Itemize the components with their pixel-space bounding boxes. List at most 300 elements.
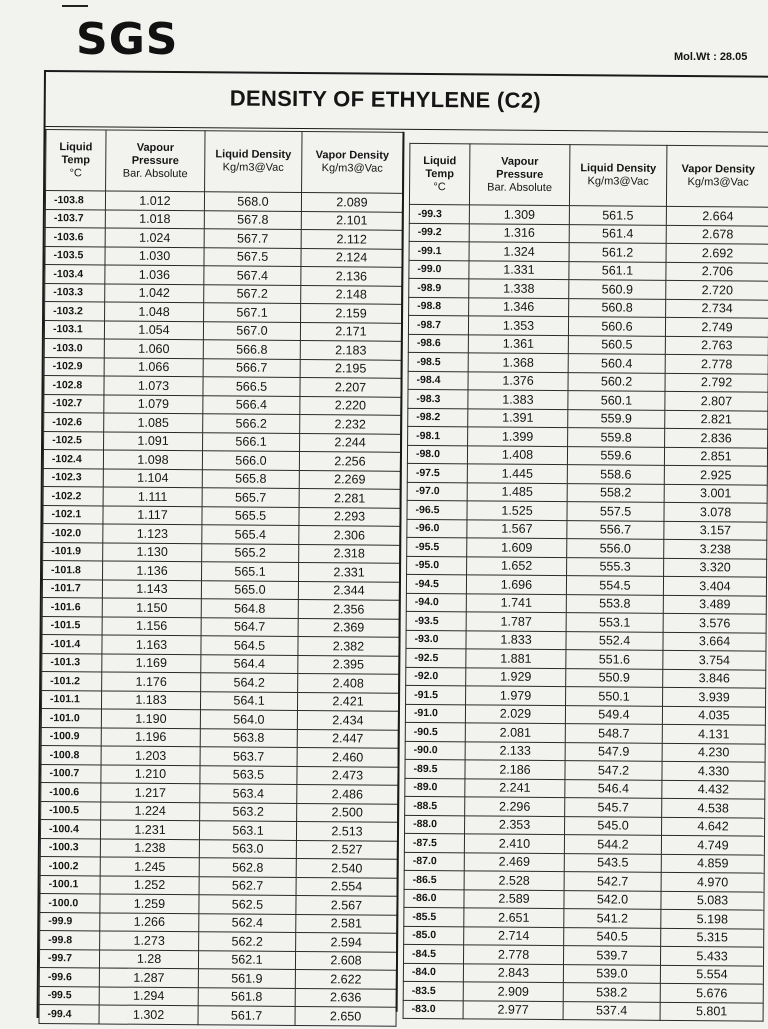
cell-vapor-density: 2.244 bbox=[300, 433, 401, 452]
cell-vapour-pressure: 1.287 bbox=[99, 968, 198, 987]
cell-liquid-temp: -96.0 bbox=[407, 519, 467, 538]
cell-liquid-temp: -103.7 bbox=[45, 209, 105, 228]
cell-liquid-temp: -101.1 bbox=[41, 690, 101, 709]
cell-vapor-density: 2.486 bbox=[297, 785, 398, 804]
cell-liquid-density: 551.6 bbox=[566, 650, 663, 669]
cell-liquid-temp: -102.2 bbox=[43, 487, 103, 506]
cell-vapour-pressure: 1.881 bbox=[466, 649, 566, 668]
header-liquid-density-line1: Liquid Density bbox=[580, 162, 657, 175]
cell-liquid-density: 565.8 bbox=[202, 469, 299, 488]
cell-vapour-pressure: 1.346 bbox=[469, 297, 569, 316]
cell-vapor-density: 5.676 bbox=[660, 983, 763, 1002]
cell-liquid-temp: -99.2 bbox=[409, 223, 469, 242]
cell-liquid-temp: -100.0 bbox=[40, 893, 100, 912]
cell-vapor-density: 4.642 bbox=[662, 817, 765, 836]
header-vapor-density-line1: Vapor Density bbox=[315, 149, 390, 162]
cell-liquid-temp: -89.5 bbox=[405, 759, 465, 778]
cell-liquid-temp: -102.1 bbox=[43, 505, 103, 524]
cell-liquid-density: 558.6 bbox=[567, 465, 664, 484]
density-sheet bbox=[37, 70, 768, 1024]
cell-liquid-density: 540.5 bbox=[564, 927, 661, 946]
cell-liquid-density: 560.2 bbox=[568, 372, 665, 391]
cell-liquid-temp: -87.0 bbox=[404, 852, 464, 871]
cell-vapor-density: 3.157 bbox=[664, 521, 767, 540]
cell-liquid-density: 555.3 bbox=[567, 557, 664, 576]
logo-underline bbox=[62, 5, 88, 7]
cell-vapour-pressure: 1.066 bbox=[104, 357, 203, 376]
cell-vapor-density: 2.636 bbox=[295, 988, 396, 1007]
cell-vapour-pressure: 1.111 bbox=[103, 487, 202, 506]
cell-vapour-pressure: 1.054 bbox=[104, 320, 203, 339]
cell-liquid-density: 560.6 bbox=[568, 317, 665, 336]
cell-vapor-density: 5.198 bbox=[661, 909, 764, 928]
cell-liquid-temp: -99.0 bbox=[409, 260, 469, 279]
cell-vapor-density: 2.408 bbox=[298, 674, 399, 693]
cell-vapor-density: 2.183 bbox=[300, 341, 401, 360]
cell-vapor-density: 2.925 bbox=[664, 465, 767, 484]
cell-liquid-temp: -96.5 bbox=[407, 500, 467, 519]
cell-liquid-density: 564.5 bbox=[201, 636, 298, 655]
cell-vapour-pressure: 1.117 bbox=[103, 505, 202, 524]
cell-liquid-density: 565.5 bbox=[202, 506, 299, 525]
cell-vapour-pressure: 2.651 bbox=[464, 908, 564, 927]
cell-vapor-density: 2.851 bbox=[664, 447, 767, 466]
cell-vapour-pressure: 1.048 bbox=[105, 302, 204, 321]
cell-liquid-density: 564.2 bbox=[201, 673, 298, 692]
cell-liquid-density: 553.8 bbox=[566, 594, 663, 613]
cell-vapour-pressure: 1.259 bbox=[100, 894, 199, 913]
cell-liquid-temp: -98.5 bbox=[408, 352, 468, 371]
cell-vapor-density: 2.473 bbox=[297, 766, 398, 785]
cell-liquid-temp: -98.9 bbox=[409, 278, 469, 297]
cell-liquid-temp: -91.5 bbox=[406, 685, 466, 704]
cell-vapour-pressure: 1.525 bbox=[467, 501, 567, 520]
cell-vapor-density: 4.538 bbox=[662, 798, 765, 817]
cell-liquid-density: 548.7 bbox=[565, 724, 662, 743]
cell-liquid-temp: -92.0 bbox=[406, 667, 466, 686]
header-vapour-pressure-line2: Pressure bbox=[496, 168, 544, 181]
cell-liquid-density: 561.4 bbox=[569, 224, 666, 243]
cell-vapor-density: 2.281 bbox=[299, 489, 400, 508]
cell-vapour-pressure: 1.210 bbox=[101, 764, 200, 783]
cell-liquid-density: 544.2 bbox=[564, 835, 661, 854]
cell-liquid-density: 561.8 bbox=[198, 987, 295, 1006]
cell-vapor-density: 2.207 bbox=[300, 378, 401, 397]
cell-liquid-density: 562.8 bbox=[199, 858, 296, 877]
cell-vapor-density: 5.554 bbox=[660, 965, 763, 984]
cell-liquid-temp: -83.0 bbox=[403, 1000, 463, 1019]
cell-vapour-pressure: 1.231 bbox=[100, 820, 199, 839]
cell-vapour-pressure: 1.150 bbox=[102, 598, 201, 617]
header-vapour-pressure-line1: Vapour bbox=[136, 141, 175, 154]
cell-liquid-density: 545.7 bbox=[565, 798, 662, 817]
cell-liquid-density: 564.1 bbox=[200, 691, 297, 710]
cell-liquid-temp: -100.9 bbox=[41, 727, 101, 746]
cell-vapor-density: 2.650 bbox=[295, 1007, 396, 1026]
cell-vapour-pressure: 1.130 bbox=[103, 542, 202, 561]
cell-liquid-temp: -100.7 bbox=[41, 764, 101, 783]
cell-liquid-temp: -92.5 bbox=[406, 648, 466, 667]
cell-liquid-temp: -99.5 bbox=[39, 986, 99, 1005]
cell-vapor-density: 2.567 bbox=[296, 896, 397, 915]
cell-vapour-pressure: 1.030 bbox=[105, 246, 204, 265]
cell-vapor-density: 2.594 bbox=[296, 933, 397, 952]
header-vapour-pressure-line2: Pressure bbox=[131, 154, 179, 167]
cell-vapour-pressure: 1.136 bbox=[103, 561, 202, 580]
cell-vapor-density: 5.315 bbox=[661, 928, 764, 947]
cell-liquid-density: 538.2 bbox=[563, 983, 660, 1002]
header-vapour-pressure bbox=[106, 130, 205, 192]
cell-vapour-pressure: 2.029 bbox=[465, 704, 565, 723]
cell-vapor-density: 4.330 bbox=[662, 761, 765, 780]
cell-liquid-temp: -101.9 bbox=[43, 542, 103, 561]
cell-vapour-pressure: 2.133 bbox=[465, 741, 565, 760]
cell-liquid-temp: -95.5 bbox=[407, 537, 467, 556]
cell-vapour-pressure: 1.652 bbox=[467, 556, 567, 575]
cell-liquid-density: 568.0 bbox=[204, 192, 301, 211]
cell-liquid-temp: -103.6 bbox=[45, 228, 105, 247]
cell-liquid-temp: -99.4 bbox=[39, 1004, 99, 1023]
header-vapour-pressure-line1: Vapour bbox=[501, 155, 539, 168]
cell-vapor-density: 2.706 bbox=[666, 262, 768, 281]
cell-liquid-density: 563.8 bbox=[200, 728, 297, 747]
cell-vapor-density: 2.836 bbox=[665, 428, 768, 447]
cell-liquid-density: 566.8 bbox=[203, 340, 300, 359]
cell-vapour-pressure: 1.324 bbox=[469, 242, 569, 261]
header-vapor-density bbox=[302, 132, 403, 194]
cell-vapour-pressure: 1.156 bbox=[102, 616, 201, 635]
cell-liquid-density: 560.1 bbox=[568, 391, 665, 410]
cell-liquid-density: 565.2 bbox=[202, 543, 299, 562]
cell-liquid-density: 543.5 bbox=[564, 853, 661, 872]
cell-vapour-pressure: 1.266 bbox=[100, 912, 199, 931]
cell-liquid-density: 541.2 bbox=[564, 909, 661, 928]
cell-vapour-pressure: 1.018 bbox=[105, 209, 204, 228]
cell-liquid-temp: -99.6 bbox=[39, 967, 99, 986]
cell-vapour-pressure: 1.376 bbox=[468, 371, 568, 390]
cell-vapor-density: 2.622 bbox=[295, 970, 396, 989]
cell-liquid-temp: -88.0 bbox=[405, 815, 465, 834]
cell-liquid-density: 563.7 bbox=[200, 747, 297, 766]
cell-liquid-density: 559.9 bbox=[568, 409, 665, 428]
cell-liquid-density: 549.4 bbox=[565, 705, 662, 724]
cell-vapour-pressure: 1.190 bbox=[101, 709, 200, 728]
cell-vapour-pressure: 1.331 bbox=[469, 260, 569, 279]
header-liquid-temp-line1: Liquid bbox=[59, 140, 93, 153]
cell-vapour-pressure: 1.787 bbox=[466, 612, 566, 631]
cell-liquid-temp: -98.6 bbox=[408, 334, 468, 353]
cell-vapour-pressure: 1.196 bbox=[101, 727, 200, 746]
cell-vapour-pressure: 1.361 bbox=[468, 334, 568, 353]
cell-liquid-temp: -100.8 bbox=[41, 745, 101, 764]
cell-vapour-pressure: 2.186 bbox=[465, 760, 565, 779]
cell-liquid-density: 558.2 bbox=[567, 483, 664, 502]
cell-vapor-density: 5.083 bbox=[661, 891, 764, 910]
cell-vapour-pressure: 1.104 bbox=[103, 468, 202, 487]
cell-vapour-pressure: 1.316 bbox=[469, 223, 569, 242]
cell-liquid-temp: -101.6 bbox=[42, 598, 102, 617]
cell-liquid-temp: -98.4 bbox=[408, 371, 468, 390]
cell-liquid-density: 556.7 bbox=[567, 520, 664, 539]
cell-liquid-density: 537.4 bbox=[563, 1001, 660, 1020]
cell-vapour-pressure: 2.778 bbox=[463, 945, 563, 964]
cell-liquid-density: 565.1 bbox=[201, 562, 298, 581]
cell-liquid-temp: -90.5 bbox=[405, 722, 465, 741]
cell-vapour-pressure: 2.714 bbox=[464, 926, 564, 945]
header-liquid-density bbox=[569, 145, 666, 207]
cell-liquid-density: 552.4 bbox=[566, 631, 663, 650]
cell-liquid-density: 563.5 bbox=[200, 765, 297, 784]
cell-liquid-density: 563.4 bbox=[200, 784, 297, 803]
cell-liquid-temp: -101.3 bbox=[42, 653, 102, 672]
cell-liquid-temp: -88.5 bbox=[405, 796, 465, 815]
cell-liquid-temp: -98.3 bbox=[408, 389, 468, 408]
header-vapor-density-line1: Vapor Density bbox=[681, 163, 755, 176]
cell-vapour-pressure: 1.024 bbox=[105, 228, 204, 247]
cell-vapour-pressure: 2.528 bbox=[464, 871, 564, 890]
cell-liquid-density: 560.9 bbox=[569, 280, 666, 299]
cell-vapor-density: 5.801 bbox=[660, 1002, 763, 1021]
cell-liquid-density: 565.0 bbox=[201, 580, 298, 599]
cell-vapour-pressure: 1.741 bbox=[466, 593, 566, 612]
cell-liquid-temp: -98.0 bbox=[407, 445, 467, 464]
cell-liquid-temp: -90.0 bbox=[405, 741, 465, 760]
cell-vapor-density: 2.460 bbox=[297, 748, 398, 767]
cell-vapor-density: 2.749 bbox=[665, 317, 768, 336]
cell-liquid-temp: -102.4 bbox=[43, 450, 103, 469]
cell-liquid-density: 567.8 bbox=[204, 210, 301, 229]
cell-vapor-density: 2.089 bbox=[301, 193, 402, 212]
cell-vapour-pressure: 1.203 bbox=[101, 746, 200, 765]
cell-liquid-density: 566.2 bbox=[203, 414, 300, 433]
cell-liquid-temp: -100.2 bbox=[40, 856, 100, 875]
cell-vapor-density: 2.344 bbox=[298, 581, 399, 600]
cell-liquid-temp: -97.5 bbox=[407, 463, 467, 482]
cell-vapor-density: 2.821 bbox=[665, 410, 768, 429]
cell-liquid-density: 560.8 bbox=[569, 298, 666, 317]
cell-vapour-pressure: 2.353 bbox=[465, 815, 565, 834]
table-body-right bbox=[403, 204, 768, 1021]
cell-liquid-temp: -100.3 bbox=[40, 838, 100, 857]
cell-liquid-temp: -93.0 bbox=[406, 630, 466, 649]
header-vapour-pressure-unit: Bar. Absolute bbox=[487, 180, 553, 194]
cell-vapor-density: 2.540 bbox=[296, 859, 397, 878]
cell-vapor-density: 4.035 bbox=[662, 706, 765, 725]
cell-liquid-density: 550.9 bbox=[566, 668, 663, 687]
cell-liquid-temp: -101.8 bbox=[43, 561, 103, 580]
cell-vapour-pressure: 1.28 bbox=[99, 949, 198, 968]
cell-vapour-pressure: 1.294 bbox=[99, 986, 198, 1005]
cell-liquid-temp: -101.0 bbox=[41, 708, 101, 727]
cell-vapor-density: 3.939 bbox=[663, 687, 766, 706]
cell-liquid-density: 566.4 bbox=[203, 395, 300, 414]
cell-liquid-density: 567.0 bbox=[203, 321, 300, 340]
cell-vapour-pressure: 2.843 bbox=[463, 963, 563, 982]
cell-liquid-temp: -84.0 bbox=[403, 963, 463, 982]
cell-liquid-density: 539.0 bbox=[563, 964, 660, 983]
cell-liquid-temp: -102.3 bbox=[43, 468, 103, 487]
cell-vapor-density: 4.970 bbox=[661, 872, 764, 891]
cell-vapor-density: 2.664 bbox=[666, 206, 768, 225]
cell-vapour-pressure: 1.183 bbox=[101, 690, 200, 709]
cell-vapor-density: 2.293 bbox=[299, 507, 400, 526]
cell-vapor-density: 2.500 bbox=[297, 803, 398, 822]
cell-vapor-density: 2.306 bbox=[299, 526, 400, 545]
cell-liquid-temp: -93.5 bbox=[406, 611, 466, 630]
table-body-left bbox=[39, 191, 403, 1026]
cell-vapour-pressure: 2.977 bbox=[463, 1000, 563, 1019]
cell-vapor-density: 2.395 bbox=[298, 655, 399, 674]
header-vapor-density bbox=[666, 145, 768, 207]
cell-liquid-density: 566.7 bbox=[203, 358, 300, 377]
cell-liquid-density: 554.5 bbox=[566, 576, 663, 595]
cell-liquid-temp: -99.1 bbox=[409, 241, 469, 260]
cell-liquid-temp: -99.7 bbox=[39, 949, 99, 968]
cell-liquid-density: 563.1 bbox=[199, 821, 296, 840]
cell-liquid-density: 564.8 bbox=[201, 599, 298, 618]
cell-vapour-pressure: 1.169 bbox=[102, 653, 201, 672]
cell-liquid-density: 563.2 bbox=[200, 802, 297, 821]
cell-vapor-density: 3.846 bbox=[663, 669, 766, 688]
cell-liquid-density: 547.9 bbox=[565, 742, 662, 761]
cell-liquid-density: 566.5 bbox=[203, 377, 300, 396]
header-vapor-density-unit: Kg/m3@Vac bbox=[321, 162, 383, 175]
cell-liquid-density: 562.5 bbox=[199, 895, 296, 914]
cell-vapor-density: 2.447 bbox=[297, 729, 398, 748]
cell-liquid-temp: -89.0 bbox=[405, 778, 465, 797]
cell-liquid-density: 560.5 bbox=[568, 335, 665, 354]
cell-liquid-density: 562.2 bbox=[199, 932, 296, 951]
cell-liquid-density: 564.7 bbox=[201, 617, 298, 636]
cell-liquid-temp: -94.0 bbox=[406, 593, 466, 612]
cell-vapor-density: 2.101 bbox=[301, 211, 402, 230]
cell-vapour-pressure: 1.383 bbox=[468, 390, 568, 409]
header-liquid-temp bbox=[46, 130, 106, 191]
cell-vapour-pressure: 1.163 bbox=[102, 635, 201, 654]
cell-liquid-density: 566.0 bbox=[202, 451, 299, 470]
cell-liquid-temp: -85.5 bbox=[404, 907, 464, 926]
header-liquid-temp-unit: °C bbox=[433, 180, 446, 193]
header-liquid-density-unit: Kg/m3@Vac bbox=[587, 175, 649, 188]
cell-vapour-pressure: 1.338 bbox=[469, 279, 569, 298]
cell-vapor-density: 4.131 bbox=[662, 724, 765, 743]
cell-liquid-density: 561.7 bbox=[198, 1006, 295, 1025]
cell-vapor-density: 2.148 bbox=[301, 285, 402, 304]
cell-vapour-pressure: 2.081 bbox=[465, 723, 565, 742]
density-table-left bbox=[39, 129, 404, 1026]
cell-vapor-density: 2.778 bbox=[665, 354, 768, 373]
cell-vapor-density: 2.171 bbox=[300, 322, 401, 341]
header-liquid-density bbox=[205, 131, 302, 193]
cell-vapour-pressure: 2.589 bbox=[464, 889, 564, 908]
header-liquid-temp-line1: Liquid bbox=[423, 154, 457, 167]
cell-liquid-density: 567.4 bbox=[204, 266, 301, 285]
cell-vapour-pressure: 1.091 bbox=[104, 431, 203, 450]
cell-liquid-temp: -84.5 bbox=[403, 944, 463, 963]
cell-liquid-density: 561.5 bbox=[569, 206, 666, 225]
cell-vapor-density: 3.078 bbox=[664, 502, 767, 521]
cell-liquid-temp: -86.0 bbox=[404, 889, 464, 908]
cell-vapour-pressure: 1.273 bbox=[100, 931, 199, 950]
cell-vapor-density: 3.001 bbox=[664, 484, 767, 503]
cell-liquid-density: 561.1 bbox=[569, 261, 666, 280]
cell-liquid-temp: -103.8 bbox=[45, 191, 105, 210]
cell-vapor-density: 2.256 bbox=[299, 452, 400, 471]
cell-vapour-pressure: 1.567 bbox=[467, 519, 567, 538]
header-liquid-density-line1: Liquid Density bbox=[215, 148, 292, 161]
cell-vapour-pressure: 1.302 bbox=[99, 1005, 198, 1024]
cell-vapor-density: 3.489 bbox=[663, 595, 766, 614]
cell-liquid-temp: -87.5 bbox=[404, 833, 464, 852]
cell-liquid-temp: -99.3 bbox=[409, 204, 469, 223]
cell-vapour-pressure: 1.073 bbox=[104, 376, 203, 395]
cell-liquid-density: 546.4 bbox=[565, 779, 662, 798]
cell-liquid-density: 567.1 bbox=[204, 303, 301, 322]
cell-liquid-density: 539.7 bbox=[563, 946, 660, 965]
cell-vapor-density: 2.318 bbox=[299, 544, 400, 563]
cell-liquid-temp: -102.7 bbox=[44, 394, 104, 413]
cell-vapor-density: 4.230 bbox=[662, 743, 765, 762]
cell-vapour-pressure: 1.391 bbox=[468, 408, 568, 427]
header-liquid-temp bbox=[409, 143, 469, 204]
cell-liquid-density: 550.1 bbox=[566, 687, 663, 706]
cell-vapor-density: 2.527 bbox=[296, 840, 397, 859]
cell-vapor-density: 2.554 bbox=[296, 877, 397, 896]
header-vapour-pressure bbox=[469, 144, 569, 206]
cell-liquid-density: 564.4 bbox=[201, 654, 298, 673]
cell-liquid-temp: -102.0 bbox=[43, 524, 103, 543]
cell-vapour-pressure: 1.079 bbox=[104, 394, 203, 413]
cell-vapor-density: 2.513 bbox=[296, 822, 397, 841]
header-row bbox=[46, 130, 403, 194]
cell-vapour-pressure: 1.238 bbox=[100, 838, 199, 857]
cell-vapour-pressure: 1.143 bbox=[102, 579, 201, 598]
cell-vapour-pressure: 1.929 bbox=[466, 667, 566, 686]
cell-vapor-density: 5.433 bbox=[660, 946, 763, 965]
cell-vapour-pressure: 1.609 bbox=[467, 538, 567, 557]
cell-liquid-density: 562.7 bbox=[199, 876, 296, 895]
cell-vapour-pressure: 1.042 bbox=[105, 283, 204, 302]
cell-vapour-pressure: 1.408 bbox=[467, 445, 567, 464]
cell-liquid-temp: -102.6 bbox=[44, 413, 104, 432]
cell-liquid-temp: -100.4 bbox=[40, 819, 100, 838]
cell-liquid-temp: -97.0 bbox=[407, 482, 467, 501]
cell-vapour-pressure: 1.224 bbox=[101, 801, 200, 820]
cell-vapour-pressure: 2.410 bbox=[464, 834, 564, 853]
cell-liquid-temp: -102.8 bbox=[44, 376, 104, 395]
cell-liquid-temp: -103.0 bbox=[44, 339, 104, 358]
cell-vapor-density: 2.232 bbox=[300, 415, 401, 434]
cell-vapor-density: 4.749 bbox=[661, 835, 764, 854]
cell-liquid-temp: -102.5 bbox=[44, 431, 104, 450]
cell-vapour-pressure: 1.098 bbox=[103, 450, 202, 469]
header-vapour-pressure-unit: Bar. Absolute bbox=[122, 167, 188, 180]
cell-vapour-pressure: 2.469 bbox=[464, 852, 564, 871]
cell-liquid-temp: -98.2 bbox=[408, 408, 468, 427]
cell-liquid-density: 545.0 bbox=[565, 816, 662, 835]
cell-vapor-density: 2.434 bbox=[297, 711, 398, 730]
cell-liquid-temp: -103.3 bbox=[45, 283, 105, 302]
cell-vapor-density: 3.664 bbox=[663, 632, 766, 651]
cell-vapour-pressure: 1.309 bbox=[469, 205, 569, 224]
cell-vapor-density: 3.754 bbox=[663, 650, 766, 669]
cell-vapor-density: 2.124 bbox=[301, 248, 402, 267]
cell-vapor-density: 2.195 bbox=[300, 359, 401, 378]
cell-vapor-density: 2.220 bbox=[300, 396, 401, 415]
cell-vapor-density: 3.404 bbox=[663, 576, 766, 595]
cell-liquid-temp: -103.2 bbox=[45, 302, 105, 321]
cell-liquid-temp: -94.5 bbox=[406, 574, 466, 593]
